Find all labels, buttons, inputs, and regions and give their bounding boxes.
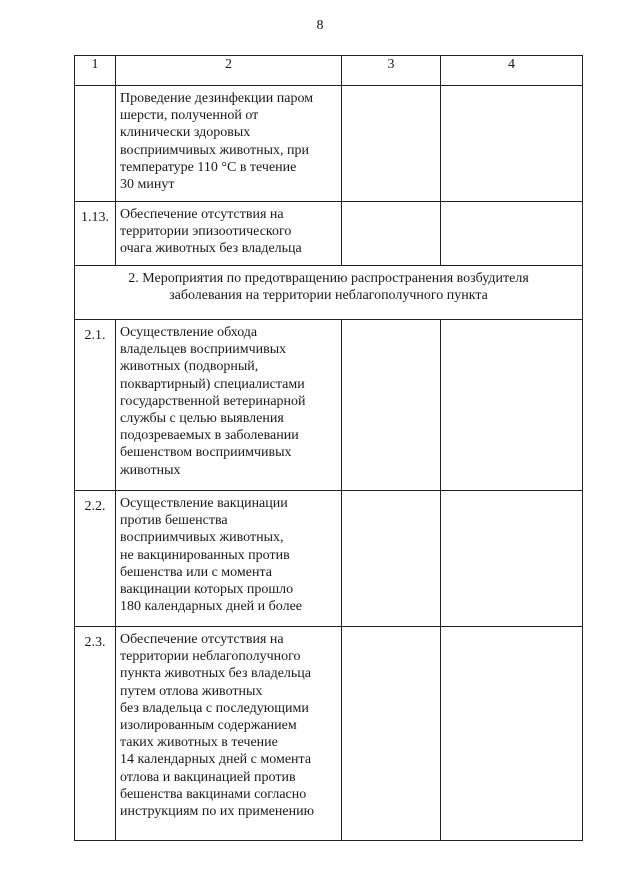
measures-table <box>74 55 583 841</box>
row-number: 1.13. <box>75 202 116 266</box>
responsible-cell <box>441 627 583 841</box>
responsible-cell <box>441 202 583 266</box>
row-number: 2.3. <box>75 627 116 841</box>
row-number: 2.2. <box>75 491 116 627</box>
responsible-cell <box>441 86 583 202</box>
measure-text: Обеспечение отсутствия на территории неблагополучного пункта животных без владельца путем отлова животных без владельца с последующими изолированным содержанием таких животных в течение 14 календарных дней с момента отлова и вакцинацией против бешенства вакцинами согласно инструкциям по их применению <box>116 627 342 841</box>
section-heading-row <box>75 266 583 320</box>
measure-text: Осуществление обхода владельцев восприимчивых животных (подворный, поквартирный) специалистами государственной ветеринарной службы с целью выявления подозреваемых в заболевании бешенством восприимчивых животных <box>116 320 342 491</box>
table-row <box>75 202 583 266</box>
column-header-3: 3 <box>342 56 441 86</box>
column-header-1: 1 <box>75 56 116 86</box>
measure-text: Осуществление вакцинации против бешенства восприимчивых животных, не вакцинированных против бешенства или с момента вакцинации которых прошло 180 календарных дней и более <box>116 491 342 627</box>
responsible-cell <box>441 491 583 627</box>
table-row <box>75 86 583 202</box>
deadline-cell <box>342 202 441 266</box>
table-row <box>75 627 583 841</box>
page-number: 8 <box>316 18 324 33</box>
table-row <box>75 320 583 491</box>
deadline-cell <box>342 491 441 627</box>
table-row <box>75 491 583 627</box>
section-title: 2. Мероприятия по предотвращению распространения возбудителя заболевания на территории неблагополучного пункта <box>75 266 583 320</box>
measure-text: Обеспечение отсутствия на территории эпизоотического очага животных без владельца <box>116 202 342 266</box>
column-header-2: 2 <box>116 56 342 86</box>
responsible-cell <box>441 320 583 491</box>
column-header-4: 4 <box>441 56 583 86</box>
row-number <box>75 86 116 202</box>
table-header-row <box>75 56 583 86</box>
deadline-cell <box>342 627 441 841</box>
deadline-cell <box>342 86 441 202</box>
row-number: 2.1. <box>75 320 116 491</box>
deadline-cell <box>342 320 441 491</box>
measure-text: Проведение дезинфекции паром шерсти, полученной от клинически здоровых восприимчивых животных, при температуре 110 °С в течение 30 минут <box>116 86 342 202</box>
